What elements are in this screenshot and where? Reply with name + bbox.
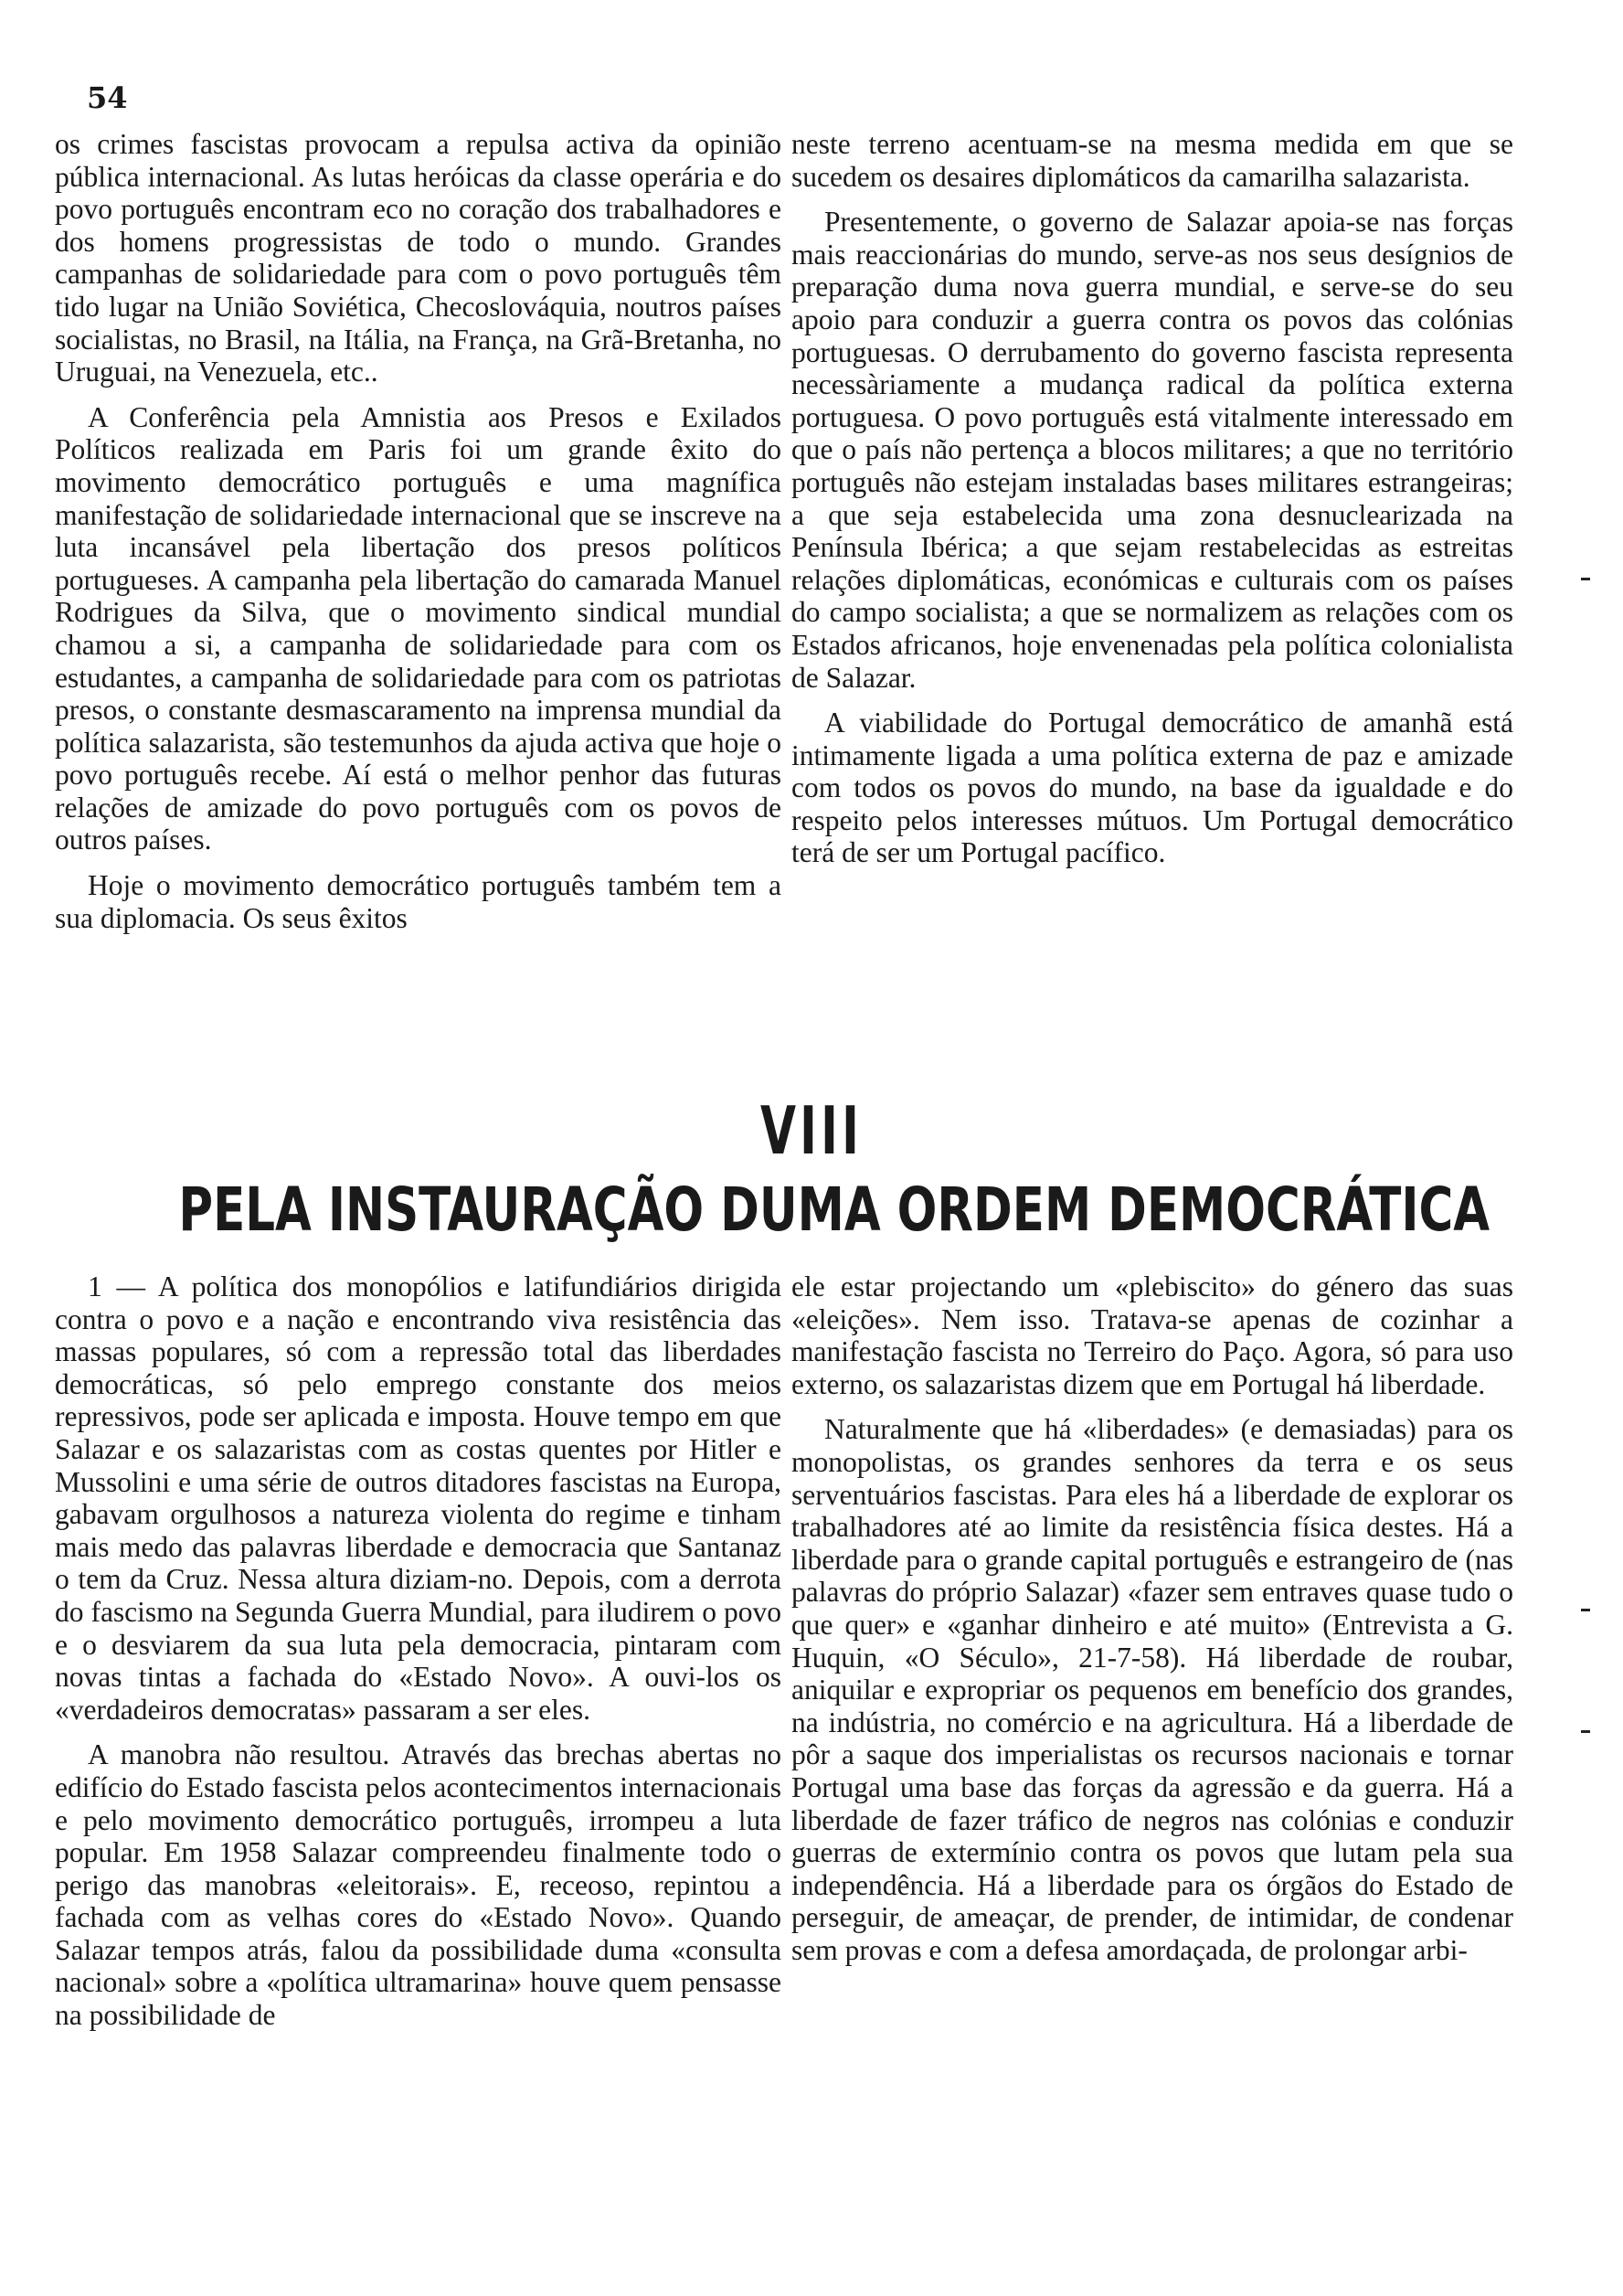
margin-mark xyxy=(1581,1609,1590,1611)
section-numeral: VIII xyxy=(759,1092,864,1169)
paragraph: A viabilidade do Portugal democrático de amanhã está intimamente ligada a uma política externa de paz e amizade com todos os povos do mundo, na base da igualdade e do respeito pelos interesses mútuos. Um Portugal democrático terá de ser um Portugal pacífico. xyxy=(791,707,1513,869)
paragraph: A Conferência pela Amnistia aos Presos e Exilados Políticos realizada em Paris foi um grande êxito do movimento democrático português e uma magnífica manifestação de solidariedade internacional que se inscreve na luta incansável pela libertação dos presos políticos portugueses. A campanha pela libertação do camarada Manuel Rodrigues da Silva, que o movimento sindical mundial chamou a si, a campanha de solidariedade para com os estudantes, a campanha de solidariedade para com os patriotas presos, o constante desmascaramento na imprensa mundial da política salazarista, são testemunhos da ajuda activa que hoje o povo português recebe. Aí está o melhor penhor das futuras relações de amizade do povo português com os povos de outros países. xyxy=(55,400,781,856)
paragraph: Naturalmente que há «liberdades» (e demasiadas) para os monopolistas, os grandes senhores da terra e os seus serventuários fascistas. Para eles há a liberdade de explorar os trabalhadores até ao limite da resistência física destes. Há a liberdade para o grande capital português e estrangeiro de (nas palavras do próprio Salazar) «fazer sem entraves quase tudo o que quer» e «ganhar dinheiro e até muito» (Entrevista a G. Huquin, «O Século», 21-7-58). Há liberdade de roubar, aniquilar e expropriar os pequenos em benefício dos grandes, na indústria, no comércio e na agricultura. Há a liberdade de pôr a saque dos imperialistas os recursos nacionais e tornar Portugal uma base das forças da agressão e da guerra. Há a liberdade de fazer tráfico de negros nas colónias e conduzir guerras de extermínio contra os povos que lutam pela sua independência. Há a liberdade para os órgãos do Estado de perseguir, de ameaçar, de prender, de intimidar, de condenar sem provas e com a defesa amordaçada, de prolongar arbi- xyxy=(791,1413,1513,1966)
paragraph: Presentemente, o governo de Salazar apoia-se nas forças mais reaccionárias do mundo, serve-as nos seus desígnios de preparação duma nova guerra mundial, e serve-se do seu apoio para conduzir a guerra contra os povos das colónias portuguesas. O derrubamento do governo fascista representa necessàriamente a mudança radical da política externa portuguesa. O povo português está vitalmente interessado em que o país não pertença a blocos militares; a que no território português não estejam instaladas bases militares estrangeiras; a que seja estabelecida uma zona desnuclearizada na Península Ibérica; a que sejam restabelecidas as estreitas relações diplomáticas, económicas e culturais com os países do campo socialista; a que se normalizem as relações com os Estados africanos, hoje envenenadas pela política colonialista de Salazar. xyxy=(791,206,1513,694)
page-number: 54 xyxy=(87,80,128,115)
paragraph: ele estar projectando um «plebiscito» do género das suas «eleições». Nem isso. Tratava-se apenas de cozinhar a manifestação fascista no Terreiro do Paço. Agora, só para uso externo, os salazaristas dizem que em Portugal há liberdade. xyxy=(791,1270,1513,1400)
top-left-column xyxy=(55,128,781,947)
paragraph: Hoje o movimento democrático português também tem a sua diplomacia. Os seus êxitos xyxy=(55,869,781,934)
paragraph: 1 — A política dos monopólios e latifundiários dirigida contra o povo e a nação e encontrando viva resistência das massas populares, só com a repressão total das liberdades democráticas, só pelo emprego constante dos meios repressivos, pode ser aplicada e imposta. Houve tempo em que Salazar e os salazaristas com as costas quentes por Hitler e Mussolini e uma série de outros ditadores fascistas na Europa, gabavam orgulhosos a natureza violenta do regime e tinham mais medo das palavras liberdade e democracia que Santanaz o tem da Cruz. Nessa altura diziam-no. Depois, com a derrota do fascismo na Segunda Guerra Mundial, para iludirem o povo e o desviarem da sua luta pela democracia, pintaram com novas tintas a fachada do «Estado Novo». A ouvi-los os «verdadeiros democratas» passaram a ser eles. xyxy=(55,1270,781,1726)
bottom-right-column xyxy=(791,1270,1513,1979)
section-title: PELA INSTAURAÇÃO DUMA ORDEM DEMOCRÁTICA xyxy=(178,1175,1490,1245)
paragraph: os crimes fascistas provocam a repulsa activa da opinião pública internacional. As lutas heróicas da classe operária e do povo português encontram eco no coração dos trabalhadores e dos homens progressistas de todo o mundo. Grandes campanhas de solidariedade para com o povo português têm tido lugar na União Soviética, Checoslováquia, noutros países socialistas, no Brasil, na Itália, na França, na Grã-Bretanha, no Uruguai, na Venezuela, etc.. xyxy=(55,128,781,388)
margin-mark xyxy=(1581,578,1590,580)
paragraph: neste terreno acentuam-se na mesma medida em que se sucedem os desaires diplomáticos da camarilha salazarista. xyxy=(791,128,1513,193)
margin-mark xyxy=(1581,1730,1590,1733)
bottom-left-column xyxy=(55,1270,781,2045)
paragraph: A manobra não resultou. Através das brechas abertas no edifício do Estado fascista pelos acontecimentos internacionais e pelo movimento democrático português, irrompeu a luta popular. Em 1958 Salazar compreendeu finalmente todo o perigo das manobras «eleitorais». E, receoso, repintou a fachada com as velhas cores do «Estado Novo». Quando Salazar tempos atrás, falou da possibilidade duma «consulta nacional» sobre a «política ultramarina» houve quem pensasse na possibilidade de xyxy=(55,1738,781,2032)
top-right-column xyxy=(791,128,1513,882)
